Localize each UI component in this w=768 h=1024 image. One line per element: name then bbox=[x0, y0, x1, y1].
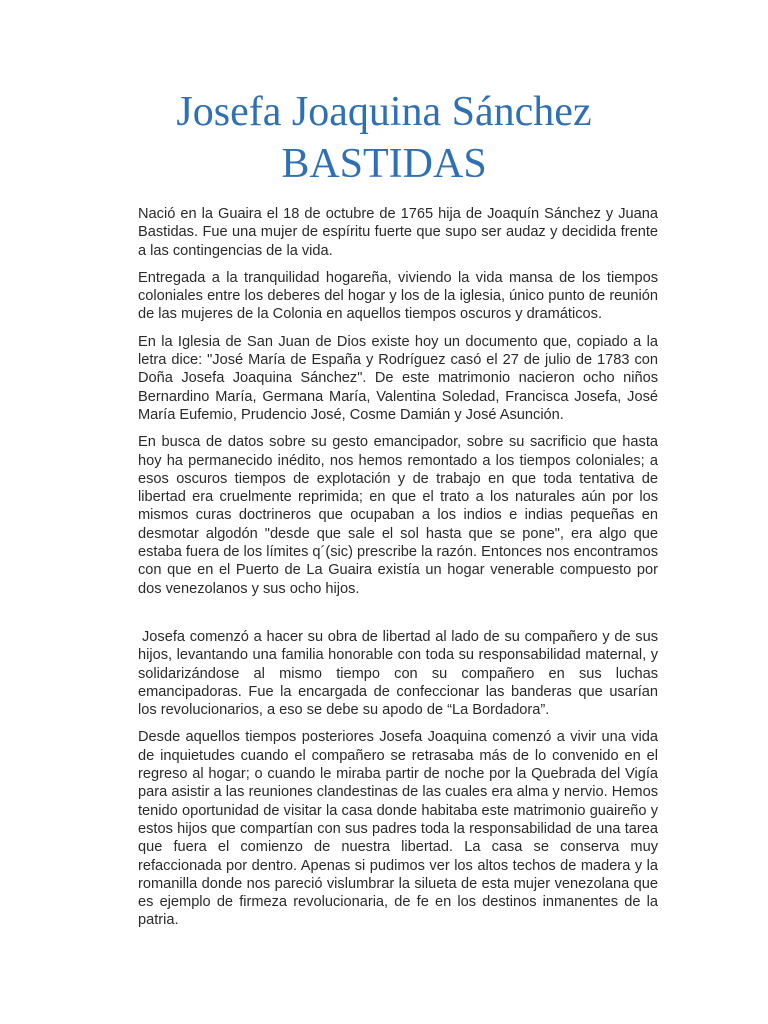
title-line-2: BASTIDAS bbox=[281, 141, 487, 187]
paragraph-birth: Nació en la Guaira el 18 de octubre de 1765 hija de Joaquín Sánchez y Juana Bastidas. Fue una mujer de espíritu fuerte que supo ser audaz y decidida frente a las contingencias de la vida. bbox=[138, 206, 658, 259]
paragraph-later-years: Desde aquellos tiempos posteriores Josefa Joaquina comenzó a vivir una vida de inquietudes cuando el compañero se retrasaba más de lo convenido en el regreso al hogar; o cuando le miraba partir de noche por la Quebrada del Vigía para asistir a las reuniones clandestinas de las cuales era alma y nervio. Hemos tenido oportunidad de visitar la casa donde habitaba este matrimonio guaireño y estos hijos que compartían con sus padres toda la responsabilidad de una tarea que fuera el comienzo de nuestra libertad. La casa se conserva muy refaccionada por dentro. Apenas si pudimos ver los altos techos de madera y la romanilla donde nos pareció vislumbrar la silueta de esta mujer venezolana que es ejemplo de firmeza revolucionaria, de fe en los destinos inmanentes de la patria. bbox=[138, 729, 658, 929]
document-body bbox=[138, 205, 658, 939]
title-line-1: Josefa Joaquina Sánchez bbox=[176, 89, 592, 135]
paragraph-colonial-life: Entregada a la tranquilidad hogareña, viviendo la vida mansa de los tiempos coloniales entre los deberes del hogar y los de la iglesia, único punto de reunión de las mujeres de la Colonia en aquellos tiempos oscuros y dramáticos. bbox=[138, 269, 658, 323]
page-title bbox=[0, 86, 768, 190]
paragraph-marriage-record: En la Iglesia de San Juan de Dios existe hoy un documento que, copiado a la letra dice: "José María de España y Rodríguez casó el 27 de julio de 1783 con Doña Josefa Joaquina Sánchez". De este matrimonio nacieron ocho niños Bernardino María, Germana María, Valentina Soledad, Francisca Josefa, José María Eufemio, Prudencio José, Cosme Damián y José Asunción. bbox=[138, 333, 658, 423]
paragraph-la-bordadora: Josefa comenzó a hacer su obra de libertad al lado de su compañero y de sus hijos, levantando una familia honorable con toda su responsabilidad maternal, y solidarizándose al mismo tiempo con su compañero en sus luchas emancipadoras. Fue la encargada de confeccionar las banderas que usarían los revolucionarios, a eso se debe su apodo de “La Bordadora”. bbox=[138, 628, 658, 719]
paragraph-emancipation-search: En busca de datos sobre su gesto emancipador, sobre su sacrificio que hasta hoy ha permanecido inédito, nos hemos remontado a los tiempos coloniales; a esos oscuros tiempos de explotación y de trabajo en que toda tentativa de libertad era cruelmente reprimida; en que el trato a los naturales aún por los mismos curas doctrineros que ocupaban a los indios e indias pequeñas en desmotar algodón "desde que sale el sol hasta que se pone", era algo que estaba fuera de los límites q´(sic) prescribe la razón. Entonces nos encontramos con que en el Puerto de La Guaira existía un hogar venerable compuesto por dos venezolanos y sus ocho hijos. bbox=[138, 434, 658, 597]
